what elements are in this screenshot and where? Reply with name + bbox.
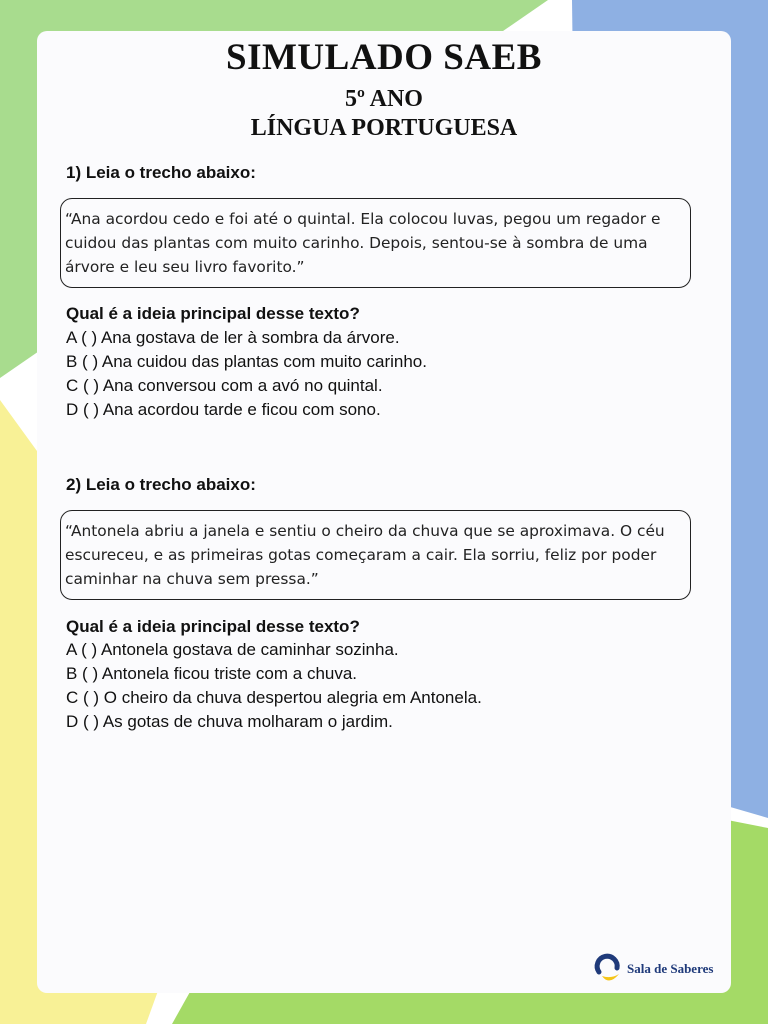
- sala-de-saberes-logo: [593, 951, 713, 987]
- logo-text: Sala de Saberes: [627, 961, 714, 976]
- sala-de-saberes-logo-icon: [593, 952, 623, 986]
- question-1-option-d[interactable]: D ( ) Ana acordou tarde e ficou com sono.: [66, 400, 381, 419]
- question-2-option-d[interactable]: D ( ) As gotas de chuva molharam o jardim.: [66, 712, 393, 731]
- question-2-option-c[interactable]: C ( ) O cheiro da chuva despertou alegria em Antonela.: [66, 688, 482, 707]
- question-1-passage: “Ana acordou cedo e foi até o quintal. Ela colocou luvas, pegou um regador e cuidou das plantas com muito carinho. Depois, sentou-se à sombra de uma árvore e leu seu livro favorito.”: [60, 198, 691, 288]
- question-1-option-c[interactable]: C ( ) Ana conversou com a avó no quintal.: [66, 376, 383, 395]
- question-2-prompt: Qual é a ideia principal desse texto?: [66, 617, 360, 636]
- question-2-heading: 2) Leia o trecho abaixo:: [66, 475, 256, 494]
- question-2-passage: “Antonela abriu a janela e sentiu o cheiro da chuva que se aproximava. O céu escureceu, e as primeiras gotas começaram a cair. Ela sorriu, feliz por poder caminhar na chuva sem pressa.”: [60, 510, 691, 600]
- question-1-heading: 1) Leia o trecho abaixo:: [66, 163, 256, 182]
- question-1-option-a[interactable]: A ( ) Ana gostava de ler à sombra da árvore.: [66, 328, 400, 347]
- question-1-prompt: Qual é a ideia principal desse texto?: [66, 304, 360, 323]
- question-2-option-a[interactable]: A ( ) Antonela gostava de caminhar sozinha.: [66, 640, 399, 659]
- question-2-options: [66, 638, 482, 734]
- grade-subtitle: 5º ANO: [345, 86, 423, 112]
- subject-subtitle: LÍNGUA PORTUGUESA: [250, 115, 518, 141]
- question-2-option-b[interactable]: B ( ) Antonela ficou triste com a chuva.: [66, 664, 358, 683]
- page-title: SIMULADO SAEB: [226, 37, 542, 78]
- question-1-options: [66, 326, 427, 422]
- question-1-option-b[interactable]: B ( ) Ana cuidou das plantas com muito carinho.: [66, 352, 427, 371]
